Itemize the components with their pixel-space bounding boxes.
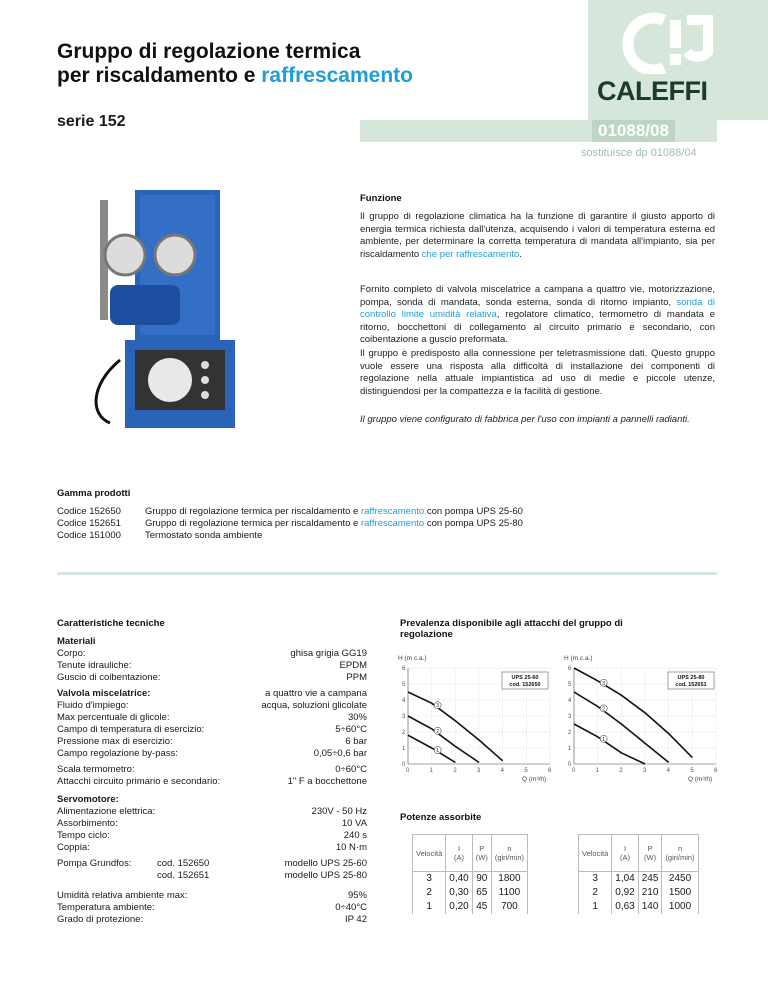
funzione-paragraph-3: Il gruppo è predisposto alla connessione per teletrasmissione dati. Questo gruppo vuole essere una risposta alla difficoltà di installazione dei componenti di regolazione nella attuale impiantistica ad uso di medie e piccole utenze, distinguendosi per la compattezza e la facilità di gestione. (360, 348, 715, 397)
head-chart-ups-25-60 (396, 650, 566, 786)
x-tick-label: 3 (643, 768, 647, 774)
table-row (413, 900, 528, 914)
table-cell: 3 (579, 872, 612, 887)
y-tick-label: 2 (568, 730, 572, 736)
table-header: I (A) (612, 835, 638, 872)
y-tick-label: 1 (568, 746, 572, 752)
table-row (579, 886, 699, 900)
series-line-1 (574, 724, 645, 764)
gamma-item: Codice 152650 Gruppo di regolazione termica per riscaldamento e raffrescamento con pompa UPS 25-60 (57, 506, 523, 517)
table-cell: 1,04 (612, 872, 638, 887)
table-cell: 45 (472, 900, 491, 914)
table-row (413, 886, 528, 900)
x-tick-label: 3 (477, 768, 481, 774)
series-label: 3 (436, 703, 440, 710)
table-cell: 3 (413, 872, 446, 887)
series-label: 3 (602, 680, 606, 687)
brand-name: CALEFFI (597, 76, 708, 106)
y-tick-label: 3 (402, 714, 406, 720)
table-row (413, 872, 528, 887)
y-tick-label: 1 (402, 746, 406, 752)
table-cell: 1000 (662, 900, 698, 914)
table-cell: 1800 (491, 872, 527, 887)
x-tick-label: 1 (595, 768, 600, 774)
chart-legend-entry: cod. 152651 (675, 682, 707, 688)
series-label: 2 (602, 706, 606, 713)
table-cell: 0,20 (446, 900, 472, 914)
x-tick-label: 6 (714, 768, 718, 774)
x-axis-label: Q (m³/h) (522, 776, 547, 783)
head-chart-ups-25-80 (562, 650, 732, 786)
table-cell: 1500 (662, 886, 698, 900)
series-label: 1 (602, 736, 606, 743)
x-tick-label: 2 (453, 768, 457, 774)
table-cell: 2 (413, 886, 446, 900)
x-axis-label: Q (m³/h) (688, 776, 713, 783)
table-row (579, 900, 699, 914)
chart-legend-entry: cod. 152650 (509, 682, 541, 688)
y-tick-label: 5 (402, 682, 406, 688)
table-cell: 245 (638, 872, 662, 887)
table-cell: 2 (579, 886, 612, 900)
table-header: I (A) (446, 835, 472, 872)
table-cell: 0,30 (446, 886, 472, 900)
funzione-paragraph-1: Il gruppo di regolazione climatica ha la funzione di garantire il giusto apporto di energia termica richiesta dall'utenza, acquisendo i valori di temperatura esterna ed ambiente, per determinare la corretta temperatura di mandata all'impianto, sia per riscaldamento che per raffrescamento. (360, 211, 715, 260)
table-cell: 90 (472, 872, 491, 887)
chart-legend-entry: UPS 25-60 (511, 675, 539, 681)
chart-legend-entry: UPS 25-80 (677, 675, 705, 681)
y-tick-label: 6 (568, 666, 572, 672)
y-tick-label: 4 (568, 698, 572, 704)
table-cell: 1 (413, 900, 446, 914)
gamma-list (57, 506, 717, 542)
table-cell: 700 (491, 900, 527, 914)
y-tick-label: 2 (402, 730, 406, 736)
table-header: P (W) (472, 835, 491, 872)
funzione-title: Funzione (360, 193, 402, 204)
y-axis-label: H (m c.a.) (564, 655, 593, 662)
caratteristiche-title: Caratteristiche tecniche (57, 618, 165, 629)
divider (57, 572, 717, 575)
x-tick-label: 5 (524, 768, 528, 774)
funzione-paragraph-4: Il gruppo viene configurato di fabbrica per l'uso con impianti a pannelli radianti. (360, 414, 690, 425)
page-title: Gruppo di regolazione termica per riscaldamento e raffrescamento (57, 40, 413, 87)
y-tick-label: 0 (402, 762, 406, 768)
table-cell: 0,63 (612, 900, 638, 914)
x-tick-label: 4 (666, 768, 671, 774)
y-tick-label: 4 (402, 698, 406, 704)
x-tick-label: 0 (572, 768, 576, 774)
table-cell: 1 (579, 900, 612, 914)
table-header: Velocità (413, 835, 446, 872)
table-cell: 65 (472, 886, 491, 900)
series-label: serie 152 (57, 113, 126, 130)
x-tick-label: 6 (548, 768, 552, 774)
gamma-title: Gamma prodotti (57, 488, 131, 499)
table-cell: 0,40 (446, 872, 472, 887)
series-label: 1 (436, 748, 440, 754)
y-tick-label: 3 (568, 714, 572, 720)
potenze-title: Potenze assorbite (400, 812, 482, 823)
x-tick-label: 1 (429, 768, 434, 774)
table-cell: 140 (638, 900, 662, 914)
power-table-1 (412, 834, 528, 914)
y-axis-label: H (m c.a.) (398, 655, 427, 662)
doc-number: 01088/08 (592, 120, 675, 142)
x-tick-label: 0 (406, 768, 410, 774)
x-tick-label: 2 (619, 768, 623, 774)
table-header: n (giri/min) (662, 835, 698, 872)
table-header: P (W) (638, 835, 662, 872)
table-cell: 0,92 (612, 886, 638, 900)
y-tick-label: 6 (402, 666, 406, 672)
y-tick-label: 5 (568, 682, 572, 688)
funzione-paragraph-2: Fornito completo di valvola miscelatrice a campana a quattro vie, motorizzazione, pompa, sonda di mandata, sonda esterna, sonda di ritorno impianto, sonda di controllo limite umidità relativa, regolatore climatico, termometro di mandata e ritorno, bocchettoni di collegamento al circuito primario e secondario, con coibentazione a guscio preformata. (360, 284, 716, 345)
gamma-item: Codice 151000 Termostato sonda ambiente (57, 530, 263, 541)
table-row (579, 872, 699, 887)
table-header: n (giri/min) (491, 835, 527, 872)
table-cell: 1100 (491, 886, 527, 900)
table-cell: 210 (638, 886, 662, 900)
replaces-note: sostituisce dp 01088/04 (581, 147, 697, 159)
series-label: 2 (436, 728, 440, 735)
x-tick-label: 4 (500, 768, 505, 774)
brand-logo-icon (612, 12, 732, 74)
table-header: Velocità (579, 835, 612, 872)
table-cell: 2450 (662, 872, 698, 887)
x-tick-label: 5 (690, 768, 694, 774)
y-tick-label: 0 (568, 762, 572, 768)
product-photo (80, 185, 240, 430)
gamma-item: Codice 152651 Gruppo di regolazione termica per riscaldamento e raffrescamento con pompa UPS 25-80 (57, 518, 523, 529)
prevalenza-title: Prevalenza disponibile agli attacchi del gruppo di regolazione (400, 618, 623, 640)
power-table-2 (578, 834, 699, 914)
